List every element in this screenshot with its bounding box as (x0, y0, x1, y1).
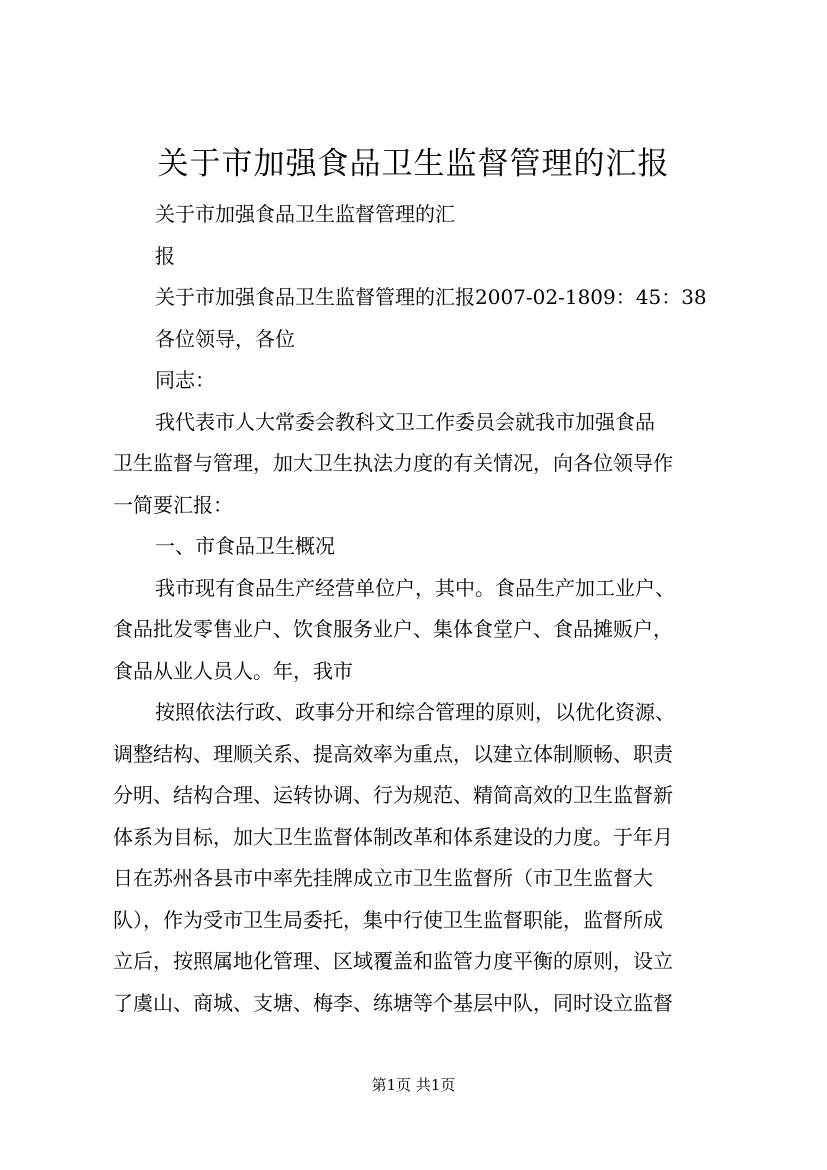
paragraph-line: 食品从业人员人。年，我市 (113, 658, 353, 683)
text-line: 关于市加强食品卫生监督管理的汇 (155, 202, 455, 226)
text-line: 关于市加强食品卫生监督管理的汇报2007-02-1809：45：38 (155, 285, 707, 309)
paragraph-line: 按照依法行政、政事分开和综合管理的原则，以优化资源、 (155, 700, 675, 724)
paragraph-1 (113, 402, 719, 527)
text-line: 各位领导，各位 (155, 326, 295, 351)
paragraph-line: 一简要汇报： (113, 492, 233, 517)
paragraph-line: 我市现有食品生产经营单位户，其中。食品生产加工业户、 (155, 575, 675, 600)
text-line: 报 (155, 243, 175, 268)
paragraph-2 (113, 568, 719, 693)
paragraph-line: 分明、结构合理、运转协调、行为规范、精简高效的卫生监督新 (113, 783, 673, 807)
text-line: 同志： (155, 368, 215, 392)
document-title: 关于市加强食品卫生监督管理的汇报 (157, 146, 670, 182)
document-body (113, 194, 719, 1024)
paragraph-line: 食品批发零售业户、饮食服务业户、集体食堂户、食品摊贩户， (113, 617, 673, 641)
paragraph-line: 卫生监督与管理，加大卫生执法力度的有关情况，向各位领导作 (113, 451, 673, 475)
section-heading-text: 一、市食品卫生概况 (155, 534, 335, 558)
paragraph-3 (113, 692, 719, 1024)
page-footer: 第1页 共1页 (371, 1076, 456, 1094)
paragraph-line: 了虞山、商城、支塘、梅李、练塘等个基层中队，同时设立监督 (113, 990, 673, 1015)
section-heading (113, 526, 719, 568)
paragraph-line: 日在苏州各县市中率先挂牌成立市卫生监督所（市卫生监督大 (113, 866, 653, 890)
paragraph-line: 立后，按照属地化管理、区域覆盖和监管力度平衡的原则，设立 (113, 949, 673, 973)
paragraph-line: 调整结构、理顺关系、提高效率为重点，以建立体制顺畅、职责 (113, 741, 673, 766)
paragraph-line: 体系为目标，加大卫生监督体制改革和体系建设的力度。于年月 (113, 824, 673, 849)
paragraph-line: 队），作为受市卫生局委托，集中行使卫生监督职能，监督所成 (113, 907, 663, 932)
paragraph-line: 我代表市人大常委会教科文卫工作委员会就我市加强食品 (155, 409, 655, 434)
